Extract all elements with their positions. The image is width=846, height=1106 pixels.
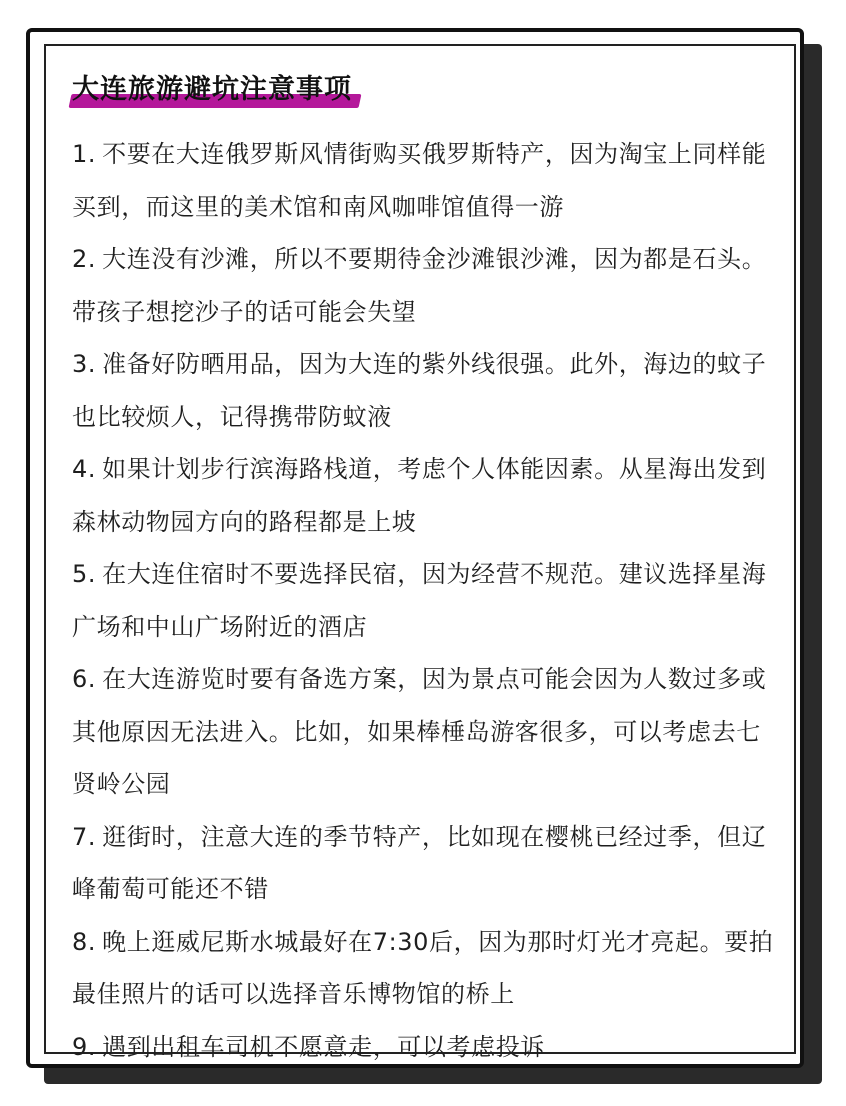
item-number: 2. [72,245,97,273]
list-item [72,916,784,1021]
item-number: 5. [72,560,97,588]
page-title: 大连旅游避坑注意事项 [72,74,352,105]
item-text: 逛街时，注意大连的季节特产，比如现在樱桃已经过季，但辽峰葡萄可能还不错 [72,822,767,903]
item-text: 在大连游览时要有备选方案，因为景点可能会因为人数过多或其他原因无法进入。比如，如果棒棰岛游客很多，可以考虑去七贤岭公园 [72,665,767,798]
list-item [72,811,784,916]
item-number: 6. [72,665,97,693]
list-item [72,128,784,233]
list-item [72,653,784,811]
item-text: 在大连住宿时不要选择民宿，因为经营不规范。建议选择星海广场和中山广场附近的酒店 [72,560,767,641]
list-item [72,233,784,338]
list-item [72,338,784,443]
article [72,70,784,1073]
item-text: 遇到出租车司机不愿意走，可以考虑投诉 [102,1032,545,1061]
list-item [72,548,784,653]
list-item [72,1021,784,1074]
item-text: 不要在大连俄罗斯风情街购买俄罗斯特产，因为淘宝上同样能买到，而这里的美术馆和南风咖啡馆值得一游 [72,140,767,221]
item-number: 4. [72,455,97,483]
item-text: 准备好防晒用品，因为大连的紫外线很强。此外，海边的蚊子也比较烦人，记得携带防蚊液 [72,350,767,431]
item-text: 大连没有沙滩，所以不要期待金沙滩银沙滩，因为都是石头。带孩子想挖沙子的话可能会失望 [72,245,767,326]
item-text: 如果计划步行滨海路栈道，考虑个人体能因素。从星海出发到森林动物园方向的路程都是上坡 [72,455,767,536]
item-number: 7. [72,822,97,851]
item-number: 9. [72,1032,97,1061]
item-number: 3. [72,350,97,378]
item-text: 晚上逛威尼斯水城最好在7:30后，因为那时灯光才亮起。要拍最佳照片的话可以选择音乐博物馆的桥上 [72,927,774,1008]
tips-list [72,128,784,1073]
title-block [72,70,352,110]
list-item [72,443,784,548]
item-number: 1. [72,140,97,168]
item-number: 8. [72,927,97,956]
